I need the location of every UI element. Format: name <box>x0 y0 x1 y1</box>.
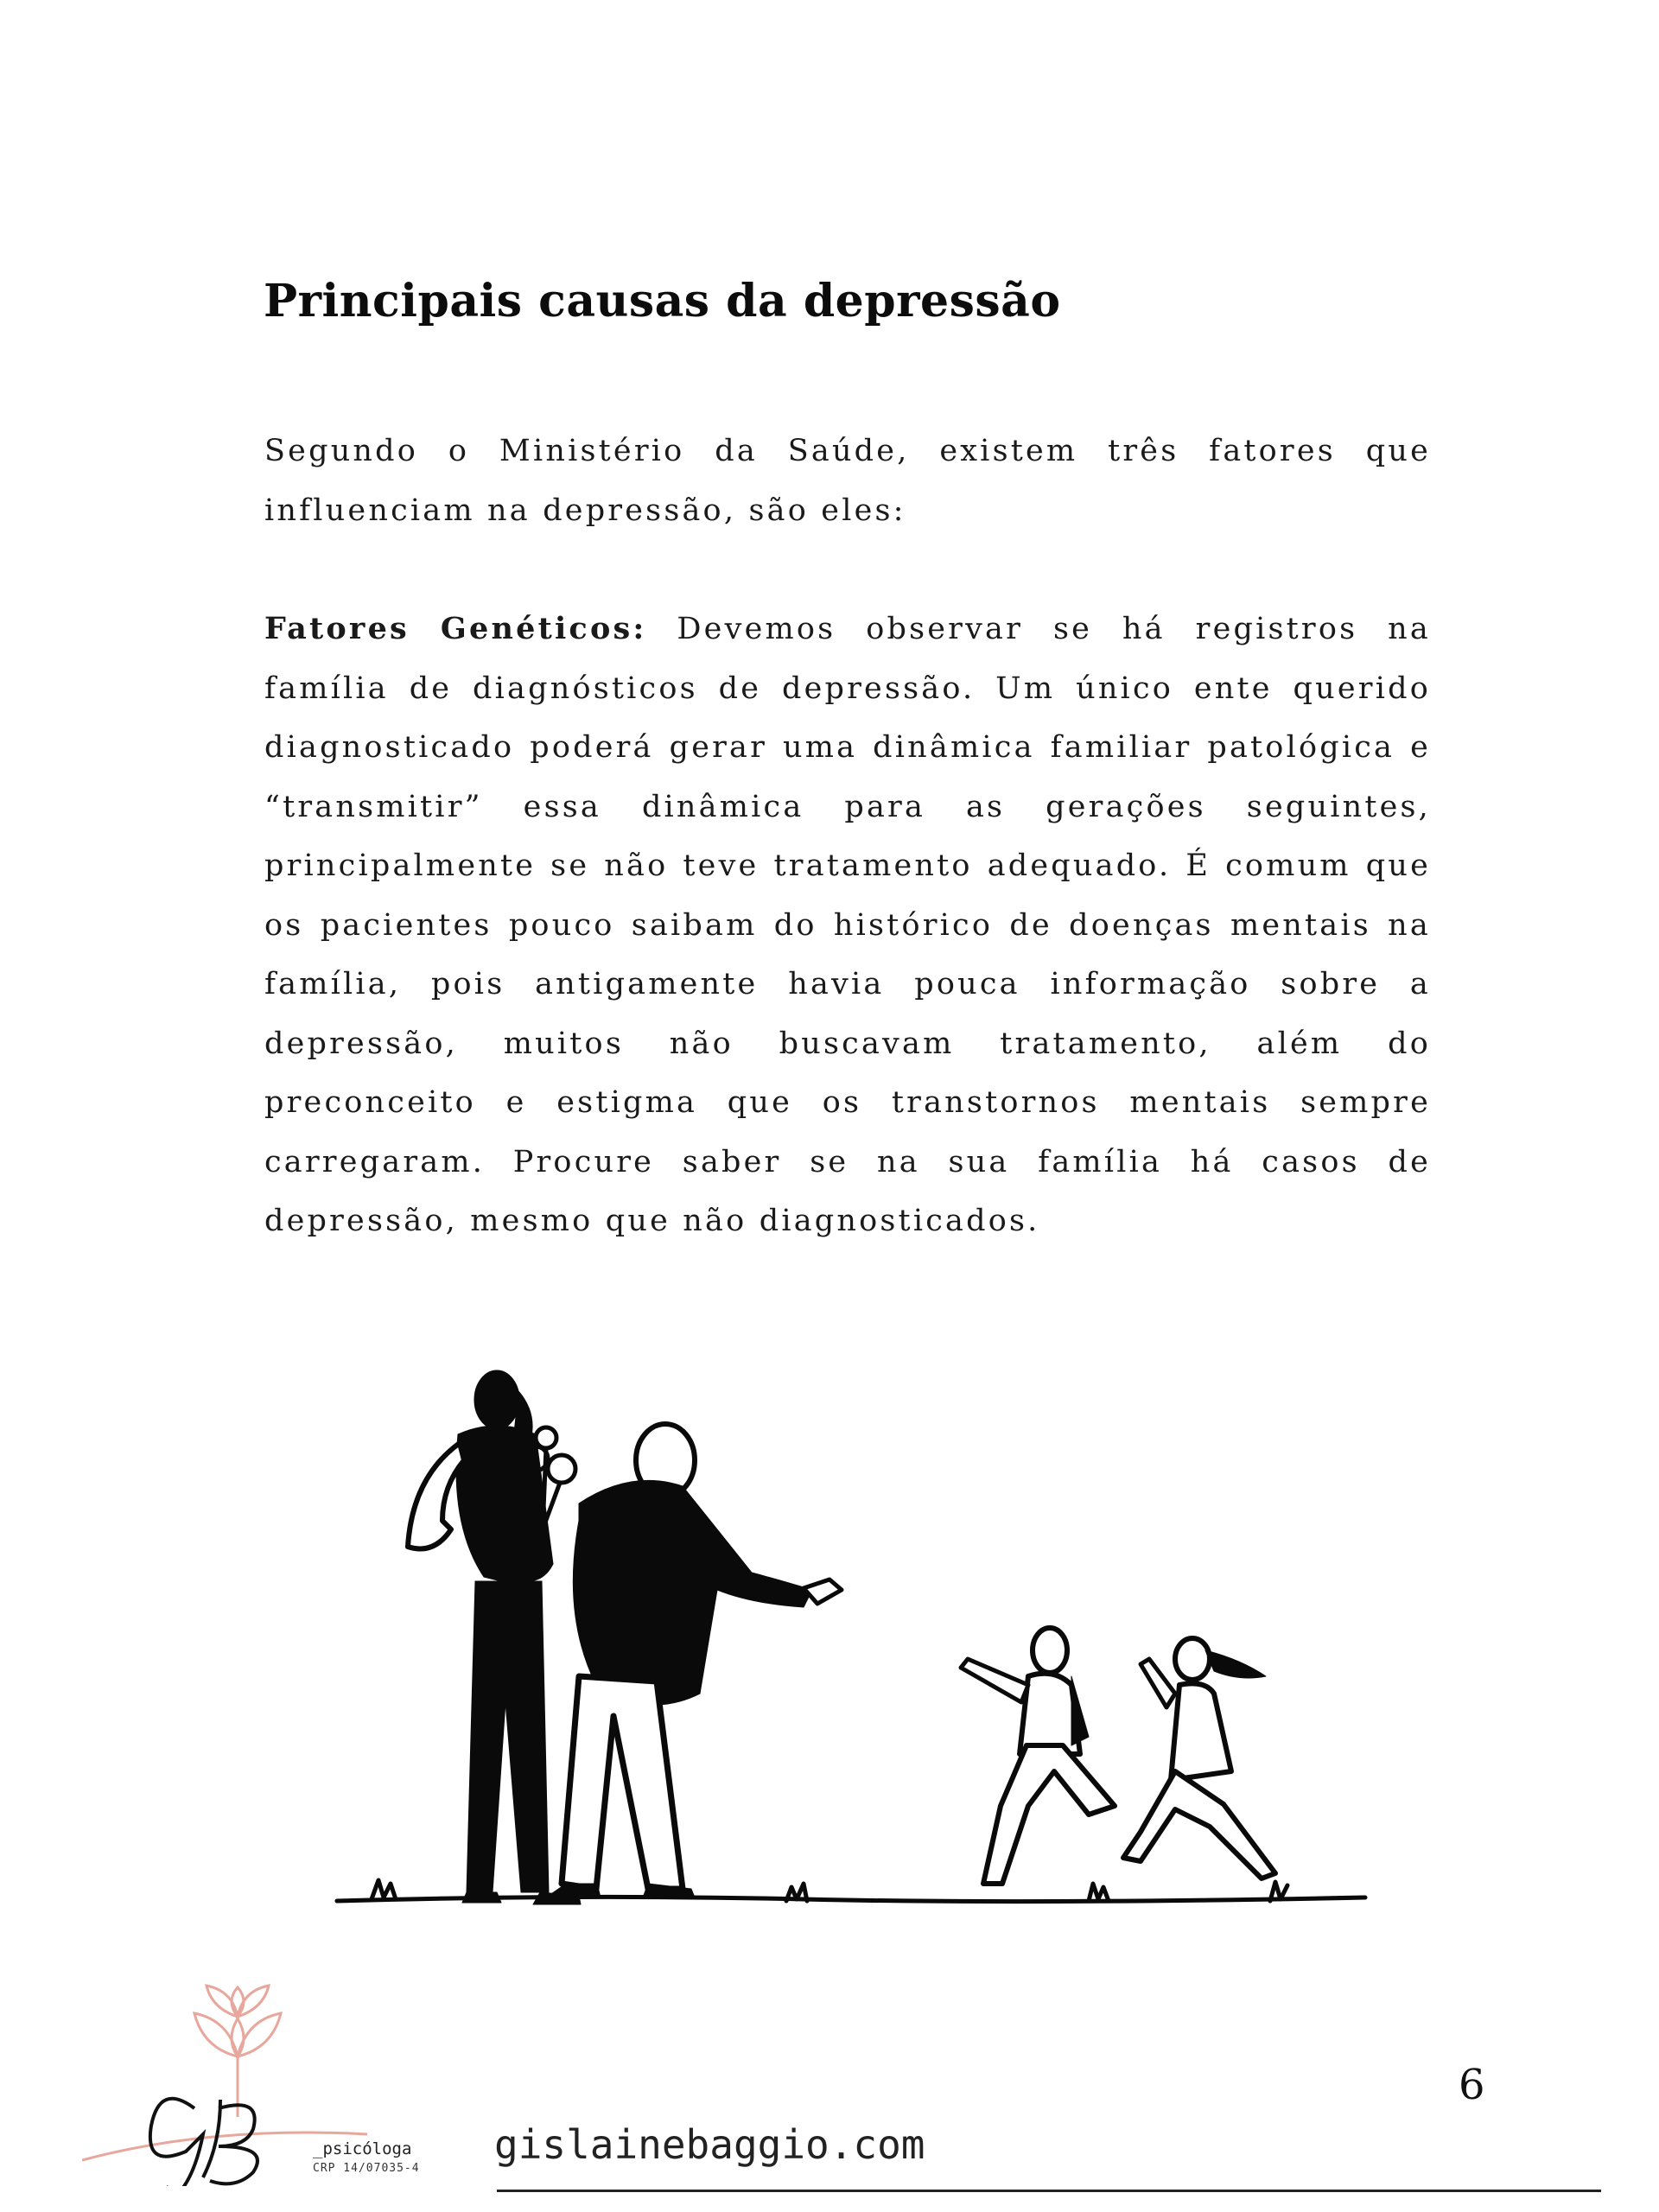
genetic-factors-paragraph <box>264 600 1431 1251</box>
intro-paragraph: Segundo o Ministério da Saúde, existem três fatores que influenciam na depressão, são eles: <box>264 434 1431 528</box>
boy-running-figure <box>961 1628 1115 1884</box>
genetic-factors-text: Devemos observar se há registros na família de diagnósticos de depressão. Um único ente querido diagnosticado poderá gerar uma dinâmica familiar patológica e “transmitir” essa dinâmica para as gerações seguintes, principalmente se não teve tratamento adequado. É comum que os pacientes pouco saibam do histórico de doenças mentais na família, pois antigamente havia pouca informação sobre a depressão, muitos não buscavam tratamento, além do preconceito e estigma que os transtornos mentais sempre carregaram. Procure saber se na sua família há casos de depressão, mesmo que não diagnosticados. <box>264 612 1431 1238</box>
older-man-figure <box>549 1424 842 1897</box>
man-standing-figure <box>408 1370 581 1904</box>
page-number: 6 <box>1459 2061 1485 2109</box>
girl-running-figure <box>1123 1638 1275 1878</box>
family-illustration <box>320 1365 1374 1918</box>
footer-divider <box>497 2190 1601 2192</box>
genetic-factors-term: Fatores Genéticos: <box>264 611 647 646</box>
logo-role: _psicóloga <box>313 2139 412 2158</box>
logo-crp: CRP 14/07035-4 <box>313 2162 420 2175</box>
website-link[interactable]: gislainebaggio.com <box>494 2121 925 2168</box>
page-title: Principais causas da depressão <box>264 275 1061 327</box>
